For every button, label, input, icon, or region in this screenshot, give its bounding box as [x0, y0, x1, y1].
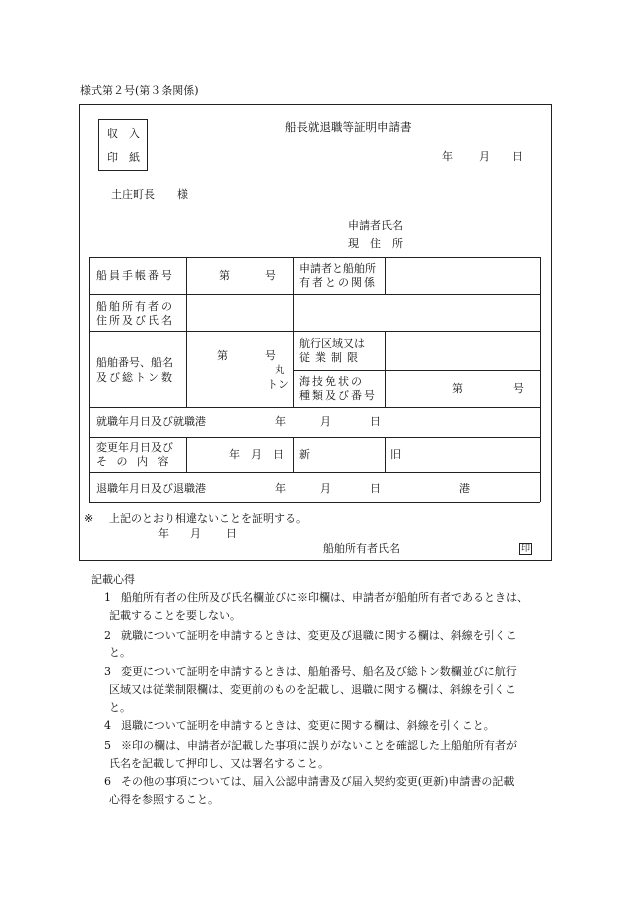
certification-mark: ※ [84, 512, 94, 525]
employment-month: 月 [320, 415, 331, 428]
notes-title: 記載心得 [91, 573, 135, 586]
certification-month: 月 [190, 527, 201, 540]
addressee: 土庄町長 様 [111, 188, 188, 201]
relation-value[interactable] [389, 263, 533, 289]
date-month: 月 [479, 150, 490, 163]
license-label-2: 種類及び番号 [299, 389, 377, 402]
certification-year: 年 [158, 527, 169, 540]
note-number: 3 [104, 665, 111, 678]
note-text: と。 [109, 701, 131, 714]
owner-label-2: 住所及び氏名 [96, 314, 174, 327]
relation-label-2: 有者との関係 [299, 276, 377, 289]
ship-number-prefix: 第 [217, 349, 228, 362]
retirement-label: 退職年月日及び退職港 [96, 482, 206, 495]
form-number: 様式第２号(第３条関係) [80, 84, 199, 97]
owner-name-label: 船舶所有者氏名 [323, 542, 400, 555]
form-title: 船長就退職等証明申請書 [285, 120, 412, 134]
license-prefix: 第 [452, 382, 463, 395]
change-label-2: そ の 内 容 [96, 455, 172, 468]
ship-label-2: 及び総トン数 [96, 371, 174, 384]
certification-text: 上記のとおり相違ないことを証明する。 [109, 512, 307, 525]
nav-area-label-2: 従業制限 [299, 351, 363, 364]
nav-area-label-1: 航行区域又は [299, 337, 365, 350]
license-suffix: 号 [513, 382, 524, 395]
table-row-divider [89, 294, 540, 295]
license-label-1: 海技免状の [299, 375, 364, 388]
change-date: 年 月 日 [229, 448, 284, 461]
note-text: ※印の欄は、申請者が記載した事項に誤りがないことを確認した上船舶所有者が [121, 739, 517, 752]
stamp-box-label-2: 印 紙 [107, 151, 140, 164]
note-text: 氏名を記載して押印し、又は署名すること。 [109, 757, 329, 770]
note-number: 2 [104, 629, 111, 642]
retirement-year: 年 [275, 482, 286, 495]
certificate-table [89, 257, 540, 502]
note-text: 退職について証明を申請するときは、変更に関する欄は、斜線を引くこと。 [121, 719, 495, 732]
table-col-divider [385, 331, 386, 407]
ship-number-suffix: 号 [265, 349, 276, 362]
table-col-divider [293, 257, 294, 407]
table-row-divider [293, 370, 540, 371]
employment-year: 年 [275, 415, 286, 428]
note-text: 就職について証明を申請するときは、変更及び退職に関する欄は、斜線を引くこ [121, 629, 517, 642]
crew-book-suffix: 号 [265, 269, 276, 282]
employment-day: 日 [370, 415, 381, 428]
table-border-left [89, 257, 90, 502]
ship-label-1: 船舶番号、船名 [96, 356, 173, 369]
relation-label-1: 申請者と船舶所 [299, 262, 376, 275]
retirement-day: 日 [370, 482, 381, 495]
note-text: 船舶所有者の住所及び氏名欄並びに※印欄は、申請者が船舶所有者であるときは、 [121, 591, 528, 604]
crew-book-label: 船員手帳番号 [96, 269, 174, 282]
note-text: 区域又は従業制限欄は、変更前のものを記載し、退職に関する欄は、斜線を引くこ [109, 683, 516, 696]
table-col-divider [385, 437, 386, 472]
note-number: 4 [104, 719, 111, 732]
note-text: 心得を参照すること。 [109, 793, 219, 806]
note-text: 変更について証明を申請するときは、船舶番号、船名及び総トン数欄並びに航行 [121, 665, 517, 678]
note-text: その他の事項については、届入公認申請書及び届入契約変更(更新)申請書の記載 [121, 775, 515, 788]
table-border-top [89, 257, 540, 258]
table-border-right [540, 257, 541, 502]
retirement-port: 港 [459, 482, 470, 495]
date-year: 年 [442, 150, 453, 163]
table-col-divider [385, 257, 386, 294]
tonnage-unit: トン [267, 378, 289, 391]
note-number: 6 [104, 775, 111, 788]
date-day: 日 [512, 150, 523, 163]
stamp-box-label-1: 収 入 [107, 127, 140, 140]
change-label-1: 変更年月日及び [96, 441, 173, 454]
change-new-label: 新 [299, 448, 310, 461]
note-text: 記載することを要しない。 [109, 609, 241, 622]
note-number: 1 [104, 591, 111, 604]
table-row-divider [89, 407, 540, 408]
applicant-name-label: 申請者氏名 [348, 219, 403, 232]
ship-name-suffix: 丸 [275, 365, 285, 376]
applicant-address-label: 現 住 所 [348, 237, 403, 250]
employment-label: 就職年月日及び就職港 [96, 415, 206, 428]
table-border-bottom [89, 502, 540, 503]
table-col-divider [293, 437, 294, 472]
table-row-divider [89, 437, 540, 438]
table-col-divider [186, 257, 187, 407]
certification-day: 日 [226, 527, 237, 540]
note-text: と。 [109, 646, 131, 659]
table-row-divider [89, 472, 540, 473]
retirement-month: 月 [320, 482, 331, 495]
table-col-divider [186, 437, 187, 472]
change-old-label: 旧 [390, 448, 401, 461]
crew-book-prefix: 第 [219, 269, 230, 282]
table-row-divider [89, 331, 540, 332]
owner-label-1: 船舶所有者の [96, 300, 174, 313]
seal-mark: 印 [521, 544, 531, 554]
note-number: 5 [104, 739, 111, 752]
